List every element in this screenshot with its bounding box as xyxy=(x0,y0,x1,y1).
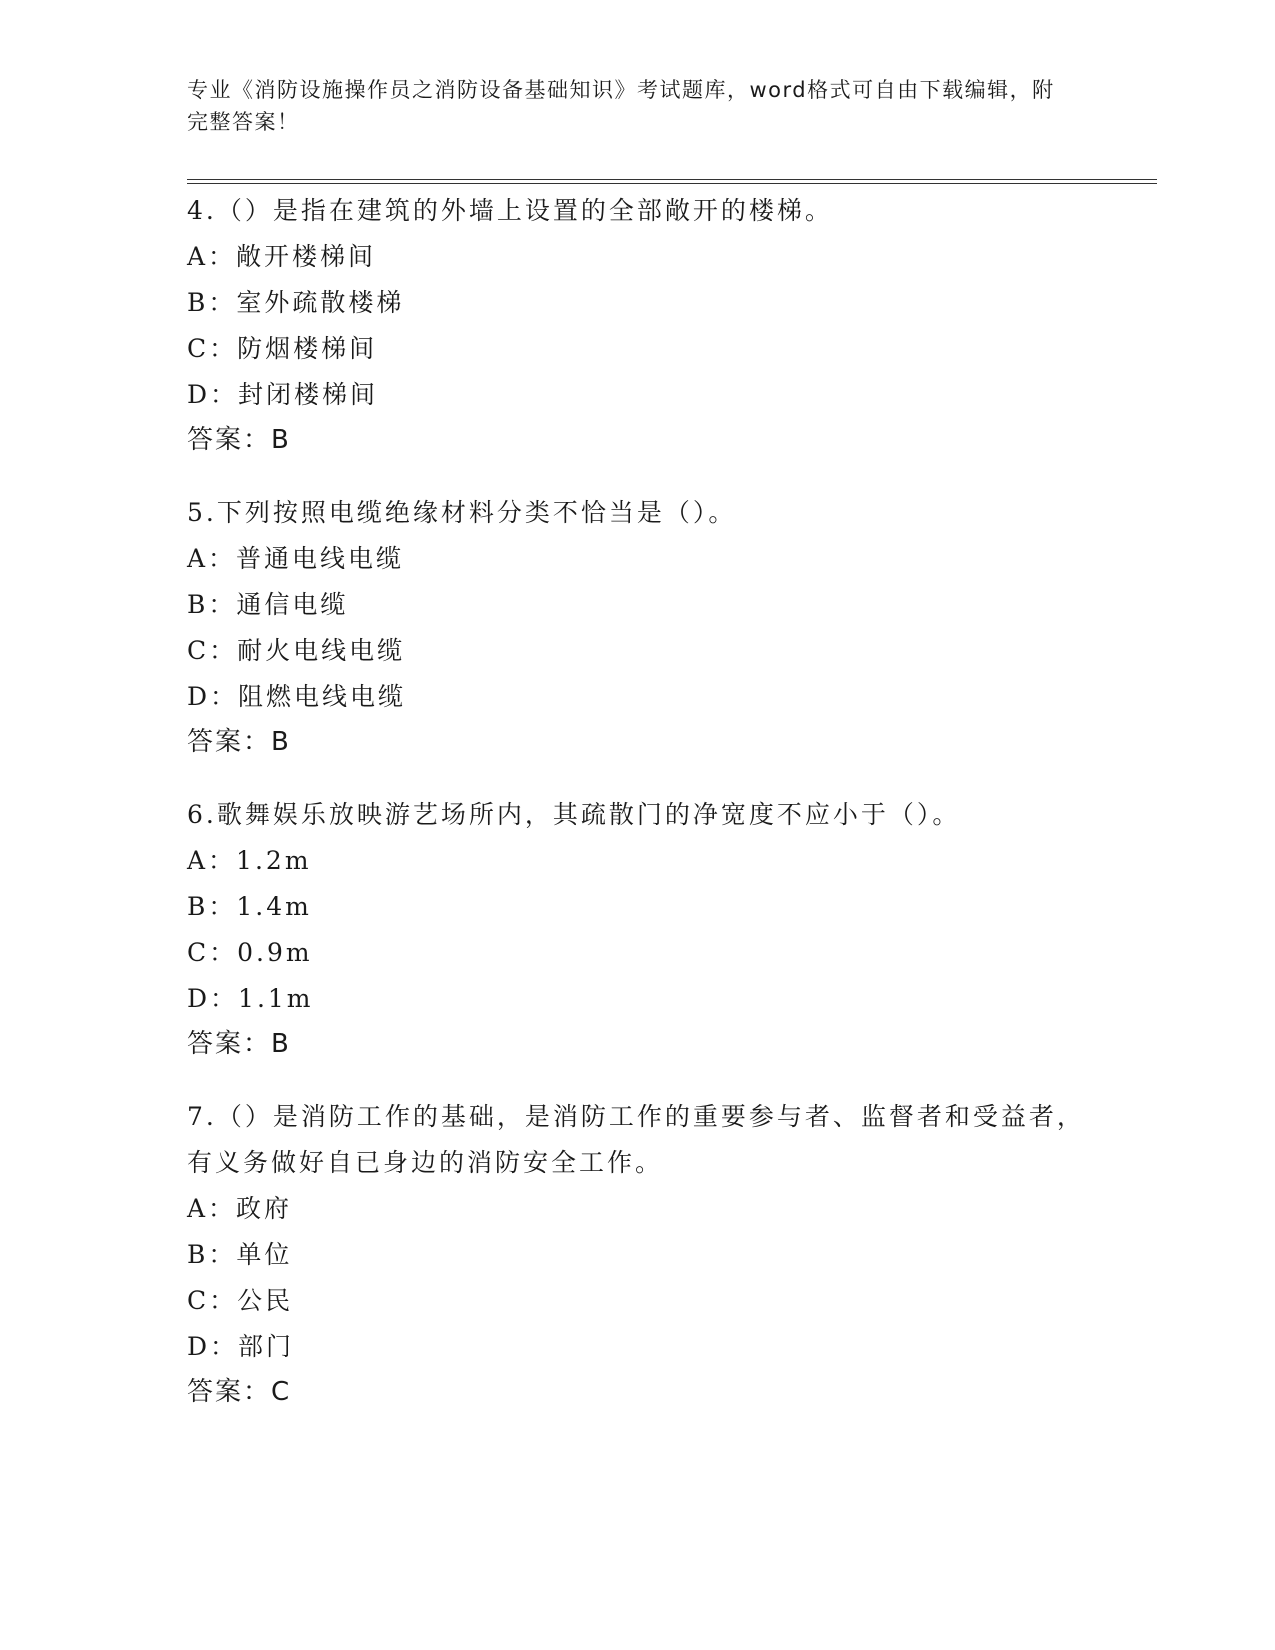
option-d: D：封闭楼梯间 xyxy=(187,380,379,409)
option-b: B：单位 xyxy=(187,1240,293,1269)
option-a: A：1.2m xyxy=(187,846,312,875)
question-stem: 4.（）是指在建筑的外墙上设置的全部敞开的楼梯。 xyxy=(187,196,833,225)
option-d: D：部门 xyxy=(187,1332,295,1361)
option-c: C：0.9m xyxy=(187,938,313,967)
question-7 xyxy=(187,1094,1087,1414)
option-b: B：1.4m xyxy=(187,892,312,921)
option-d: D：1.1m xyxy=(187,984,314,1013)
question-stem: 7.（）是消防工作的基础，是消防工作的重要参与者、监督者和受益者，有义务做好自已身边的消防安全工作。 xyxy=(187,1102,1085,1177)
option-d: D：阻燃电线电缆 xyxy=(187,682,407,711)
option-c: C：耐火电线电缆 xyxy=(187,636,406,665)
header-divider xyxy=(187,179,1157,184)
document-header: 专业《消防设施操作员之消防设备基础知识》考试题库，word格式可自由下载编辑，附完整答案！ xyxy=(187,78,1055,134)
question-5 xyxy=(187,490,1087,764)
question-list xyxy=(187,188,1087,1442)
question-6 xyxy=(187,792,1087,1066)
option-b: B：通信电缆 xyxy=(187,590,349,619)
option-a: A：敞开楼梯间 xyxy=(187,242,377,271)
option-a: A：政府 xyxy=(187,1194,293,1223)
question-stem: 6.歌舞娱乐放映游艺场所内，其疏散门的净宽度不应小于（）。 xyxy=(187,800,961,829)
answer: 答案：B xyxy=(187,1029,291,1059)
answer: 答案：C xyxy=(187,1377,292,1407)
answer: 答案：B xyxy=(187,727,291,757)
option-c: C：公民 xyxy=(187,1286,294,1315)
question-stem: 5.下列按照电缆绝缘材料分类不恰当是（）。 xyxy=(187,498,737,527)
answer: 答案：B xyxy=(187,425,291,455)
option-b: B：室外疏散楼梯 xyxy=(187,288,405,317)
question-4 xyxy=(187,188,1087,462)
option-a: A：普通电线电缆 xyxy=(187,544,405,573)
option-c: C：防烟楼梯间 xyxy=(187,334,378,363)
